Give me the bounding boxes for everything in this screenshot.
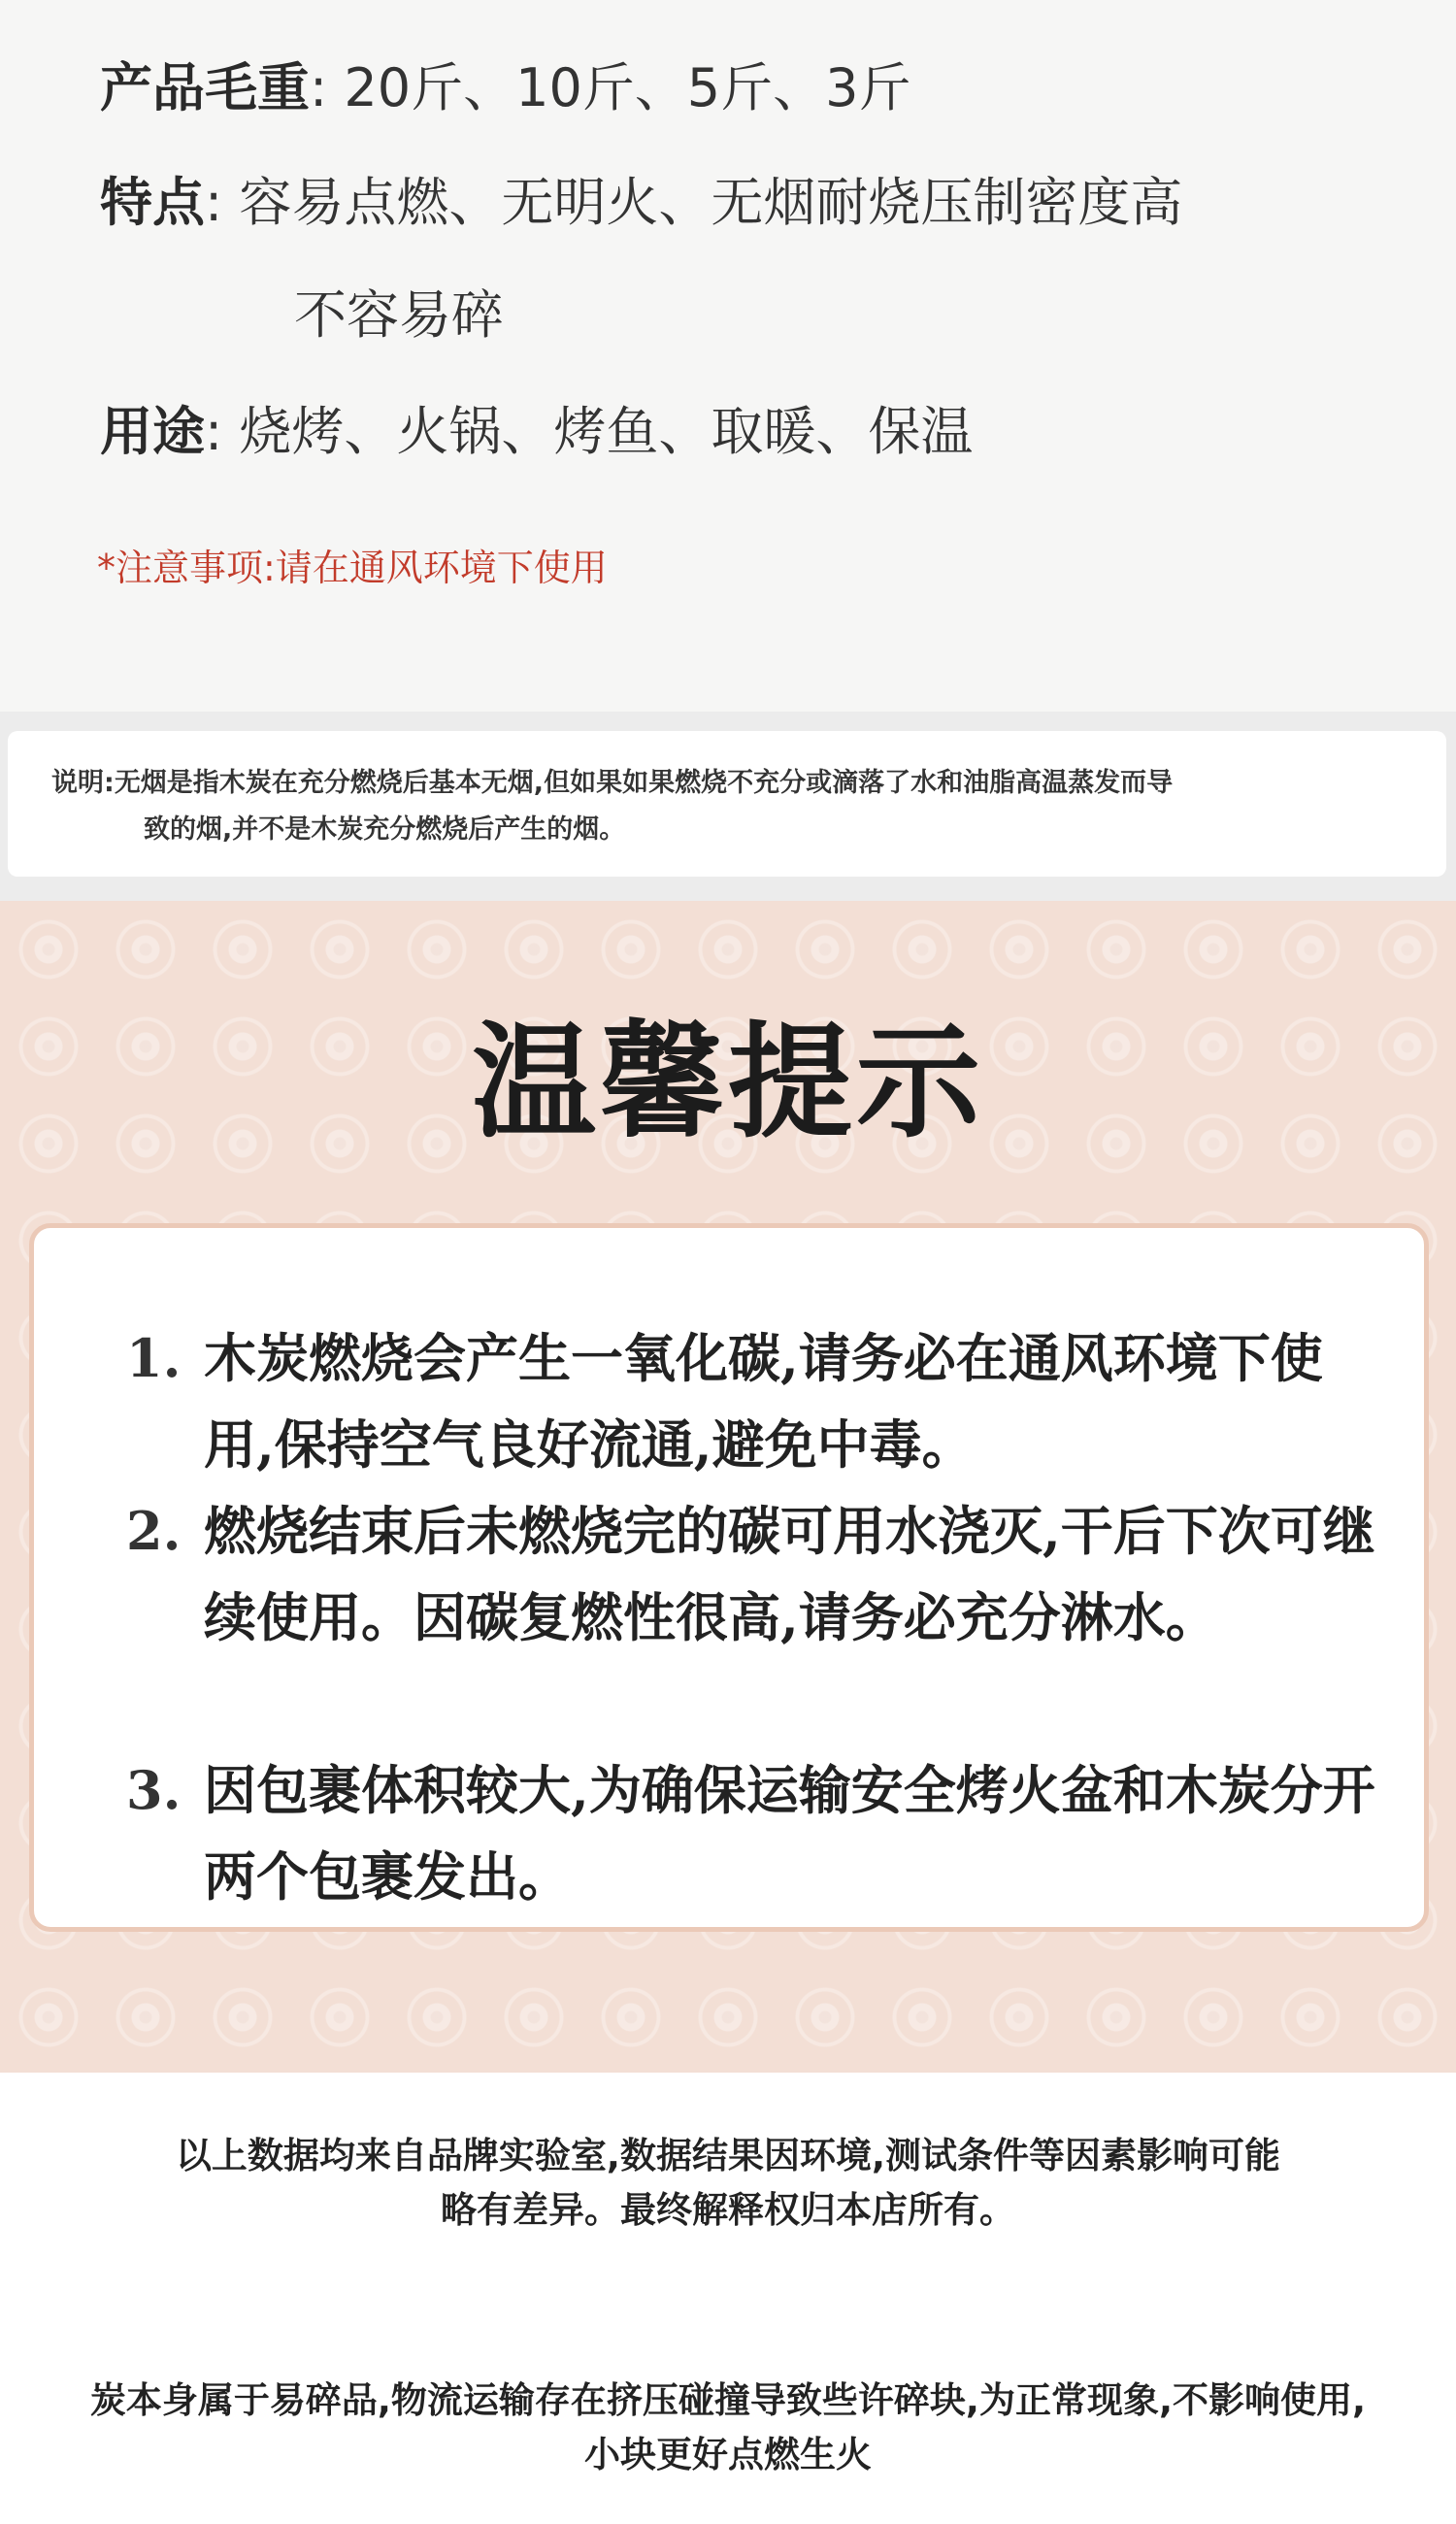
fragility-line-2: 小块更好点燃生火 xyxy=(584,2434,872,2475)
tip-text: 木炭燃烧会产生一氧化碳,请务必在通风环境下使用,保持空气良好流通,避免中毒。 xyxy=(204,1327,1323,1476)
disclaimer-line-1: 以上数据均来自品牌实验室,数据结果因环境,测试条件等因素影响可能 xyxy=(175,2135,1281,2176)
data-disclaimer xyxy=(0,2129,1456,2238)
fragility-line-1: 炭本身属于易碎品,物流运输存在挤压碰撞导致些许碎块,为正常现象,不影响使用, xyxy=(89,2379,1367,2421)
tip-number: 1. xyxy=(126,1327,182,1389)
warm-tips-card xyxy=(29,1223,1429,1932)
explanation-line-1: 无烟是指木炭在充分燃烧后基本无烟,但如果如果燃烧不充分或滴落了水和油脂高温蒸发而导 xyxy=(114,768,1174,798)
spec-label: 用途 xyxy=(100,401,205,462)
spec-gross-weight xyxy=(100,54,911,122)
spec-separator: : xyxy=(205,401,223,462)
spec-usage xyxy=(100,398,973,466)
explanation-line-2: 致的烟,并不是木炭充分燃烧后产生的烟。 xyxy=(144,814,626,845)
tip-text: 燃烧结束后未燃烧完的碳可用水浇灭,干后下次可继续使用。因碳复燃性很高,请务必充分淋水。 xyxy=(204,1500,1375,1648)
spec-features-continued: 不容易碎 xyxy=(294,284,504,346)
tip-item-3 xyxy=(126,1747,1378,1920)
tip-item-1 xyxy=(126,1315,1378,1488)
fragility-note xyxy=(0,2374,1456,2482)
warm-tips-section xyxy=(0,901,1456,2073)
explanation-label: 说明: xyxy=(51,768,115,798)
spec-value: 烧烤、火锅、烤鱼、取暖、保温 xyxy=(239,401,974,462)
spec-value: 20斤、10斤、5斤、3斤 xyxy=(344,57,911,118)
tip-text: 因包裹体积较大,为确保运输安全烤火盆和木炭分开两个包裹发出。 xyxy=(204,1759,1375,1908)
tip-number: 3. xyxy=(126,1759,182,1821)
tip-item-2 xyxy=(126,1488,1378,1661)
spec-label: 产品毛重 xyxy=(100,57,310,118)
explanation-box xyxy=(8,731,1446,877)
spec-separator: : xyxy=(310,57,328,118)
disclaimer-line-2: 略有差异。最终解释权归本店所有。 xyxy=(441,2189,1015,2231)
product-specs-section xyxy=(0,0,1456,712)
spec-value: 容易点燃、无明火、无烟耐烧压制密度高 xyxy=(239,172,1183,233)
spec-label: 特点 xyxy=(100,172,205,233)
explanation-band xyxy=(0,712,1456,901)
spec-features xyxy=(100,169,1182,237)
tip-number: 2. xyxy=(126,1500,182,1562)
spec-separator: : xyxy=(205,172,223,233)
explanation-text xyxy=(51,760,1420,853)
warm-tips-title: 温馨提示 xyxy=(471,1010,984,1155)
caution-note: *注意事项:请在通风环境下使用 xyxy=(97,547,608,589)
